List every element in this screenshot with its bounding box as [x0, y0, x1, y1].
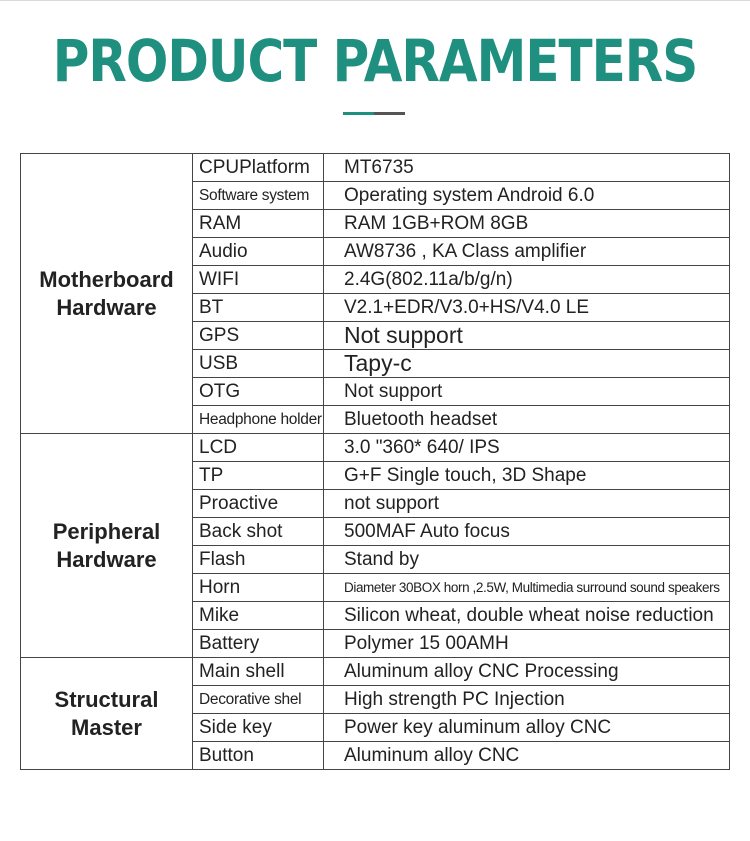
param-value: 500MAF Auto focus: [324, 518, 730, 546]
param-value: V2.1+EDR/V3.0+HS/V4.0 LE: [324, 294, 730, 322]
param-label: Headphone holder: [193, 406, 324, 434]
param-value: Tapy-c: [324, 350, 730, 378]
param-label: Audio: [193, 238, 324, 266]
param-value: Not support: [324, 322, 730, 350]
param-label: BT: [193, 294, 324, 322]
param-label: Battery: [193, 630, 324, 658]
param-label: WIFI: [193, 266, 324, 294]
underline-accent-green: [343, 112, 374, 115]
table-row: [21, 658, 730, 686]
param-label: USB: [193, 350, 324, 378]
param-label: OTG: [193, 378, 324, 406]
param-value: AW8736 , KA Class amplifier: [324, 238, 730, 266]
param-value: Aluminum alloy CNC: [324, 742, 730, 770]
param-label: CPUPlatform: [193, 154, 324, 182]
param-value: not support: [324, 490, 730, 518]
group-label-peripheral: Peripheral Hardware: [21, 434, 193, 658]
param-value: Polymer 15 00AMH: [324, 630, 730, 658]
param-value: 2.4G(802.11a/b/g/n): [324, 266, 730, 294]
param-label: Proactive: [193, 490, 324, 518]
param-label: TP: [193, 462, 324, 490]
param-value: Power key aluminum alloy CNC: [324, 714, 730, 742]
param-label: Side key: [193, 714, 324, 742]
page-title: PRODUCT PARAMETERS: [52, 28, 698, 95]
param-label: Flash: [193, 546, 324, 574]
param-value: Operating system Android 6.0: [324, 182, 730, 210]
param-value: Aluminum alloy CNC Processing: [324, 658, 730, 686]
param-value: Diameter 30BOX horn ,2.5W, Multimedia surround sound speakers: [324, 574, 730, 602]
table-row: [21, 434, 730, 462]
param-label: Horn: [193, 574, 324, 602]
group-label-structural: Structural Master: [21, 658, 193, 770]
param-label: Main shell: [193, 658, 324, 686]
param-label: Back shot: [193, 518, 324, 546]
param-value: Bluetooth headset: [324, 406, 730, 434]
param-value: G+F Single touch, 3D Shape: [324, 462, 730, 490]
param-value: 3.0 "360* 640/ IPS: [324, 434, 730, 462]
param-value: RAM 1GB+ROM 8GB: [324, 210, 730, 238]
param-label: Software system: [193, 182, 324, 210]
param-value: MT6735: [324, 154, 730, 182]
param-value: Not support: [324, 378, 730, 406]
param-label: LCD: [193, 434, 324, 462]
param-value: Stand by: [324, 546, 730, 574]
param-label: Button: [193, 742, 324, 770]
param-label: Mike: [193, 602, 324, 630]
underline-accent-gray: [374, 112, 405, 115]
param-label: RAM: [193, 210, 324, 238]
top-divider: [0, 0, 750, 1]
param-value: High strength PC Injection: [324, 686, 730, 714]
table-row: [21, 154, 730, 182]
param-label: GPS: [193, 322, 324, 350]
title-underline: [343, 112, 405, 115]
parameters-table: [20, 153, 730, 770]
param-value: Silicon wheat, double wheat noise reduction: [324, 602, 730, 630]
param-label: Decorative shel: [193, 686, 324, 714]
group-label-motherboard: Motherboard Hardware: [21, 154, 193, 434]
